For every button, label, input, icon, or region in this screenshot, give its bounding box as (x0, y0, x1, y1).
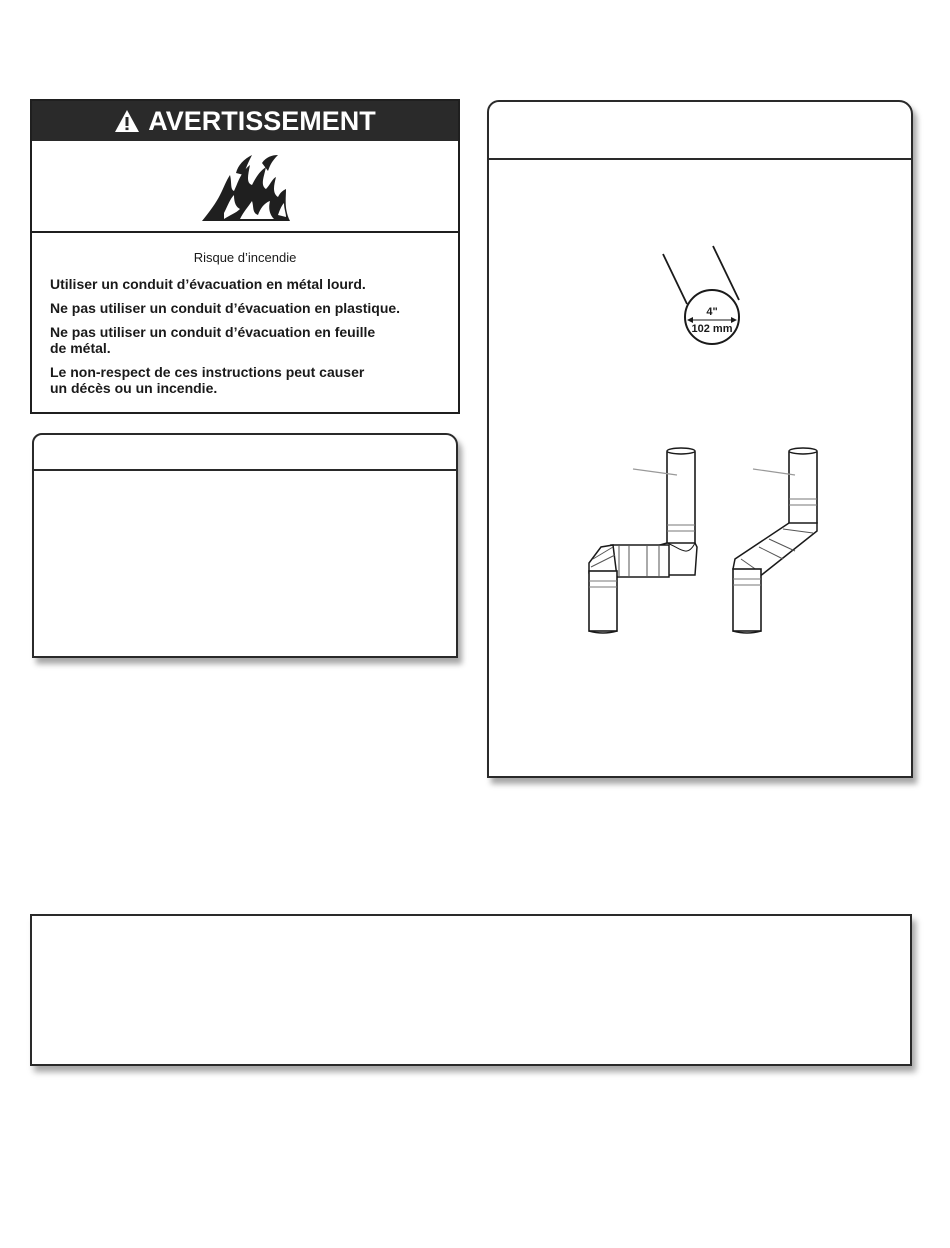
flame-area (32, 141, 458, 233)
warning-box (30, 99, 460, 414)
warning-body (50, 247, 450, 404)
left-info-panel (32, 433, 458, 658)
right-diagram-panel (487, 100, 913, 778)
warning-header (32, 101, 458, 141)
diameter-mm-label: 102 mm (691, 323, 733, 335)
warning-triangle-icon (114, 109, 140, 133)
flame-icon (200, 153, 296, 223)
warning-heading: Risque d’incendie (193, 250, 297, 265)
panel-divider (489, 158, 911, 160)
warning-title: AVERTISSEMENT (148, 105, 376, 136)
bottom-info-panel (30, 914, 912, 1066)
warning-line: Le non-respect de ces instructions peut causer un décès ou un incendie. (50, 364, 365, 396)
warning-line: Ne pas utiliser un conduit d’évacuation en feuille de métal. (50, 324, 376, 356)
elbow-duct-diagram-90 (583, 447, 713, 637)
panel-divider (34, 469, 456, 471)
duct-diameter-diagram (649, 242, 759, 352)
warning-line: Utiliser un conduit d’évacuation en métal lourd. (50, 276, 366, 292)
elbow-duct-diagram-45 (725, 447, 835, 637)
diameter-inch-label: 4" (706, 306, 718, 318)
warning-line: Ne pas utiliser un conduit d’évacuation en plastique. (50, 300, 401, 316)
